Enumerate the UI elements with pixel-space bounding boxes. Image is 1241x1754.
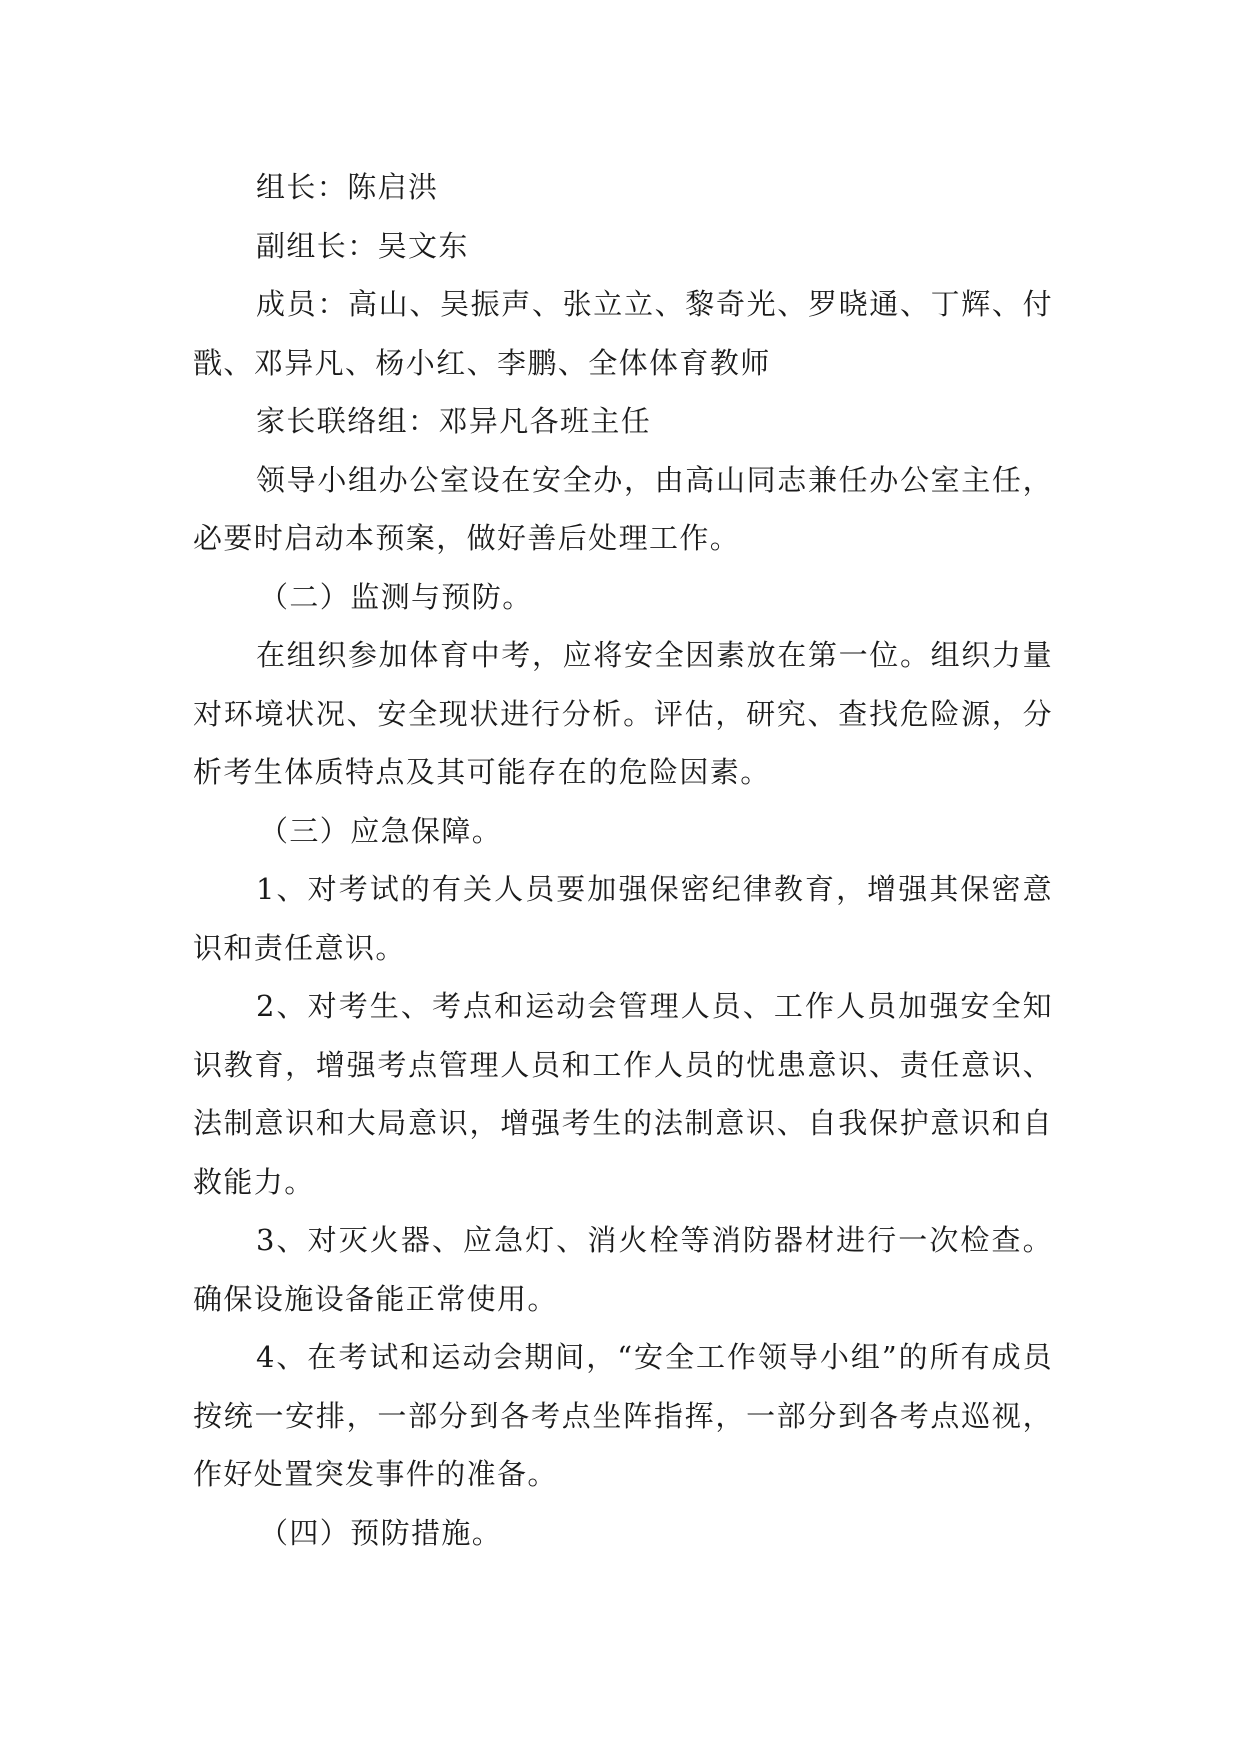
parent-liaison-group: 家长联络组：邓异凡各班主任: [256, 404, 652, 438]
emergency-item-4: 4、在考试和运动会期间，“安全工作领导小组”的所有成员按统一安排，一部分到各考点坐阵指挥，一部分到各考点巡视，作好处置突发事件的准备。: [193, 1340, 1053, 1491]
deputy-group-leader: 副组长：吴文东: [256, 228, 469, 263]
emergency-item-1: 1、对考试的有关人员要加强保密纪律教育，增强其保密意识和责任意识。: [193, 872, 1053, 965]
emergency-item-2: 2、对考生、考点和运动会管理人员、工作人员加强安全知识教育，增强考点管理人员和工作人员的忧患意识、责任意识、法制意识和大局意识，增强考生的法制意识、自我保护意识和自救能力。: [193, 989, 1053, 1199]
monitoring-paragraph: 在组织参加体育中考，应将安全因素放在第一位。组织力量对环境状况、安全现状进行分析。评估，研究、查找危险源，分析考生体质特点及其可能存在的危险因素。: [193, 638, 1053, 789]
group-leader: 组长：陈启洪: [256, 170, 439, 204]
section-heading-monitoring: （二）监测与预防。: [259, 579, 533, 614]
emergency-item-3: 3、对灭火器、应急灯、消火栓等消防器材进行一次检查。确保设施设备能正常使用。: [193, 1223, 1053, 1316]
office-paragraph: 领导小组办公室设在安全办，由高山同志兼任办公室主任，必要时启动本预案，做好善后处理工作。: [193, 462, 1053, 555]
document-body: [193, 158, 1053, 1562]
group-members: 成员：高山、吴振声、张立立、黎奇光、罗晓通、丁辉、付戬、邓异凡、杨小红、李鹏、全体体育教师: [193, 287, 1053, 380]
section-heading-emergency: （三）应急保障。: [259, 813, 503, 848]
section-heading-prevention: （四）预防措施。: [259, 1515, 503, 1550]
